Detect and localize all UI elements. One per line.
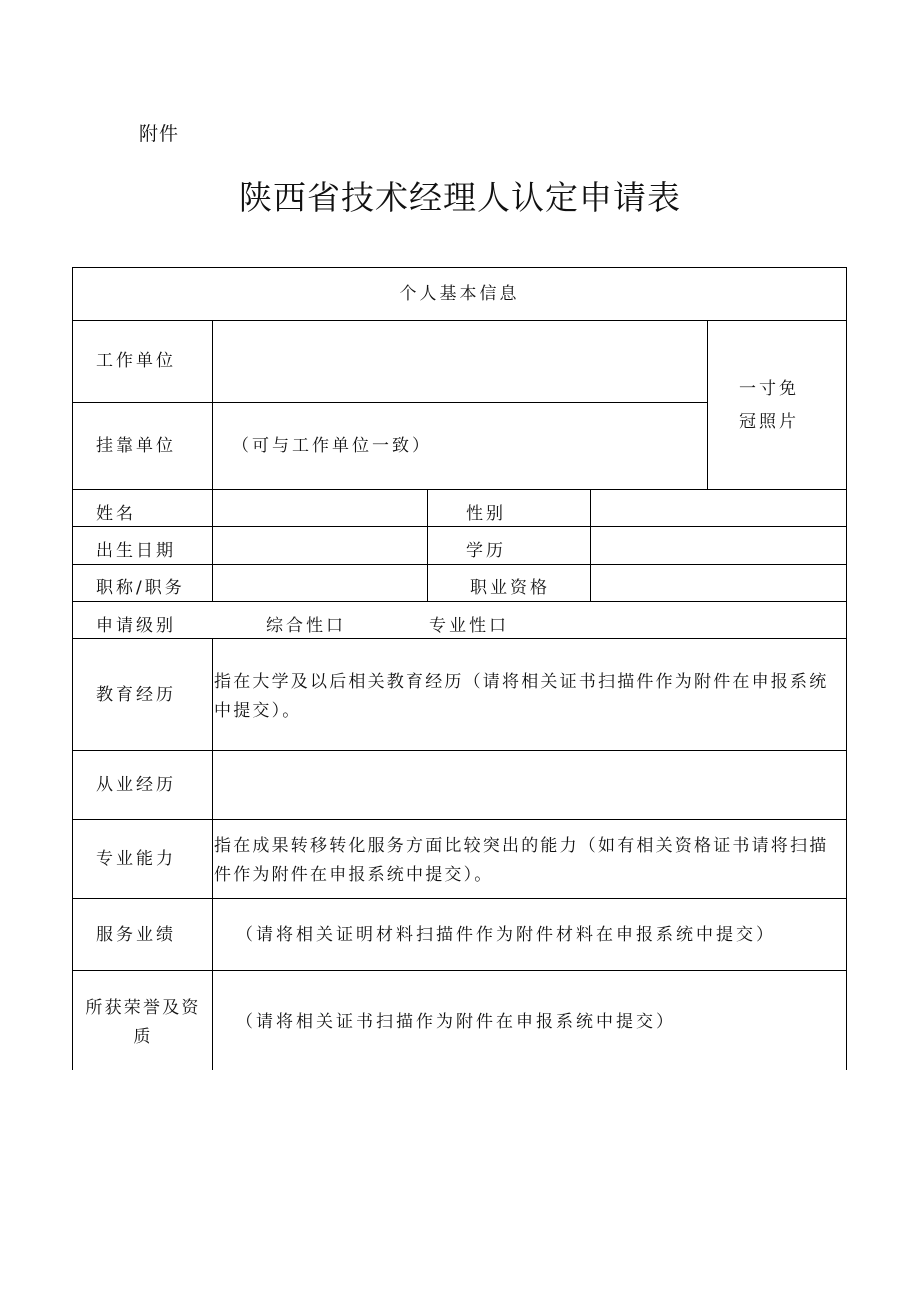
honors-label: 所获荣誉及资质 bbox=[85, 998, 201, 1047]
education-level-field[interactable] bbox=[591, 527, 846, 564]
qualification-label: 职业资格 bbox=[470, 578, 550, 598]
work-unit-label: 工作单位 bbox=[96, 351, 176, 371]
service-performance-field[interactable]: （请将相关证明材料扫描件作为附件材料在申报系统中提交） bbox=[236, 925, 776, 945]
birth-date-label: 出生日期 bbox=[96, 541, 176, 561]
photo-box[interactable] bbox=[708, 321, 846, 489]
option-professional-checkbox[interactable]: 专业性口 bbox=[429, 616, 509, 636]
row-divider bbox=[72, 638, 847, 639]
document-title: 陕西省技术经理人认定申请表 bbox=[239, 178, 681, 217]
table-border-left bbox=[72, 267, 73, 1070]
table-border-right bbox=[846, 267, 847, 1070]
row-divider bbox=[72, 601, 847, 602]
education-level-label: 学历 bbox=[466, 541, 506, 561]
row-divider bbox=[72, 970, 847, 971]
affiliated-unit-label: 挂靠单位 bbox=[96, 436, 176, 456]
row-divider bbox=[72, 819, 847, 820]
label-column-divider bbox=[212, 638, 213, 1070]
professional-ability-label: 专业能力 bbox=[96, 849, 176, 869]
gender-field[interactable] bbox=[591, 490, 846, 526]
row-divider bbox=[72, 898, 847, 899]
row-divider bbox=[72, 402, 708, 403]
attachment-label: 附件 bbox=[139, 123, 180, 145]
photo-label-line1: 一寸免 bbox=[739, 379, 799, 399]
middle-column-divider bbox=[427, 489, 428, 601]
photo-label-line2: 冠照片 bbox=[739, 412, 799, 432]
work-history-label: 从业经历 bbox=[96, 775, 176, 795]
option-comprehensive-checkbox[interactable]: 综合性口 bbox=[266, 616, 346, 636]
table-border-top bbox=[72, 267, 847, 268]
title-position-label: 职称/职务 bbox=[96, 578, 185, 598]
honors-field[interactable]: （请将相关证书扫描作为附件在申报系统中提交） bbox=[236, 1012, 676, 1032]
professional-ability-field[interactable]: 指在成果转移转化服务方面比较突出的能力（如有相关资格证书请将扫描件作为附件在申报系统中提交）。 bbox=[214, 836, 829, 885]
education-history-field[interactable]: 指在大学及以后相关教育经历（请将相关证书扫描件作为附件在申报系统中提交）。 bbox=[214, 672, 829, 721]
work-history-field[interactable] bbox=[213, 751, 846, 819]
birth-date-field[interactable] bbox=[213, 527, 426, 564]
name-label: 姓名 bbox=[96, 504, 136, 524]
education-history-label: 教育经历 bbox=[96, 685, 176, 705]
section-title: 个人基本信息 bbox=[399, 284, 520, 304]
work-unit-field[interactable] bbox=[213, 321, 707, 402]
qualification-field[interactable] bbox=[591, 565, 846, 601]
service-performance-label: 服务业绩 bbox=[96, 925, 176, 945]
name-field[interactable] bbox=[213, 490, 426, 526]
apply-level-label: 申请级别 bbox=[96, 616, 176, 636]
title-position-field[interactable] bbox=[213, 565, 426, 601]
affiliated-unit-field[interactable]: （可与工作单位一致） bbox=[232, 436, 432, 456]
gender-label: 性别 bbox=[466, 504, 506, 524]
